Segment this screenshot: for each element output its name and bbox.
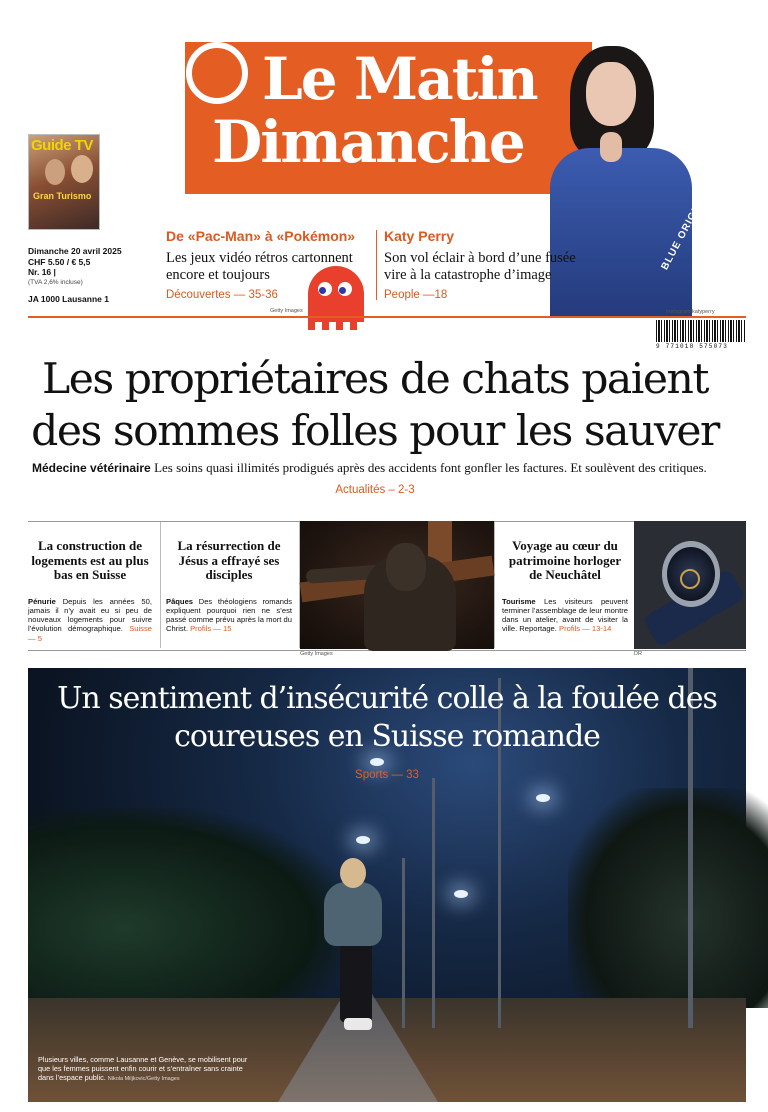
street-lamp [454, 890, 468, 898]
brief-title: La construction de logements est au plus bas en Suisse [31, 538, 149, 582]
guide-cover-face [45, 159, 65, 185]
main-deck: Les soins quasi illimités prodigués après des accidents font gonfler les factures. Et soulèvent des critiques. [154, 460, 707, 475]
column-divider [160, 522, 161, 648]
edition-price: CHF 5.50 / € 5,5 [28, 256, 91, 267]
guide-cover-title: Guide TV [31, 137, 93, 154]
teaser-page-ref[interactable]: Découvertes — 35-36 [166, 289, 278, 301]
photo-face [586, 62, 636, 126]
runner-head [340, 858, 366, 888]
brief-body: Les visiteurs peuvent terminer l’assemblage de leur montre dans un atelier, avant de visiter la ville. Reportage. [502, 596, 628, 634]
ghost-feet [308, 322, 364, 330]
guide-tv-cover[interactable] [28, 134, 100, 230]
brief-page-ref[interactable]: Profils — 15 [190, 624, 232, 634]
teaser-text: Les jeux vidéo rétros cartonnent encore et toujours [166, 250, 353, 283]
brief-text [166, 597, 292, 634]
photo-hand [600, 132, 622, 162]
runner-shoes [344, 1018, 372, 1030]
masthead-rule [28, 316, 746, 318]
guide-cover-subtitle: Gran Turismo [33, 191, 92, 201]
edition-address: JA 1000 Lausanne 1 [28, 294, 109, 304]
street-lamp [370, 758, 384, 766]
brief-horlogerie[interactable] [502, 539, 628, 634]
street-lamp [356, 836, 370, 844]
street-pole [402, 858, 405, 1028]
logo-dot-icon [186, 42, 248, 104]
brief-logements[interactable] [28, 539, 152, 643]
brief-keyword: Tourisme [502, 596, 536, 606]
hero-photo-credit: Nikola Miljkovic/Getty Images [107, 1076, 180, 1082]
ghost-pupil [339, 287, 346, 294]
brief-text [502, 597, 628, 634]
brief-resurrection[interactable] [166, 539, 292, 634]
teaser-katy-perry[interactable] [384, 228, 584, 301]
hero-caption-text: Plusieurs villes, comme Lausanne et Genève, se mobilisent pour que les femmes puissent enfin courir et s’entraîner sans crainte dans l’espace public. [38, 1055, 248, 1082]
main-kicker: Médecine vétérinaire [32, 461, 151, 475]
edition-number: Nr. 16 | [28, 267, 56, 277]
photo-credit: Getty Images [270, 308, 303, 314]
brief-page-ref[interactable]: Suisse — 5 [28, 624, 152, 643]
brief-title: Voyage au cœur du patrimoine horloger de Neuchâtel [508, 538, 622, 582]
teaser-divider [376, 230, 377, 300]
main-kicker-line [32, 460, 744, 476]
runner-jacket [324, 882, 382, 946]
ghost-pupil [319, 287, 326, 294]
barcode-icon [656, 320, 746, 342]
edition-vat: (TVA 2,6% incluse) [28, 278, 83, 286]
runner-legs [340, 934, 372, 1022]
ghost-eye [338, 282, 352, 296]
brief-text [28, 597, 152, 643]
logo-title-line1: Le Matin [262, 45, 537, 113]
barcode-number: 9 771018 575073 [656, 343, 729, 350]
edition-date: Dimanche 20 avril 2025 [28, 246, 122, 256]
teaser-title: De «Pac-Man» à «Pokémon» [166, 228, 356, 244]
main-headline[interactable]: Les propriétaires de chats paient des sommes folles pour les sauver [31, 355, 719, 456]
edition-info [28, 246, 158, 305]
brief-keyword: Pénurie [28, 596, 56, 606]
photo-credit: DR [634, 651, 642, 657]
brief-title: La résurrection de Jésus a effrayé ses disciples [177, 538, 281, 582]
teaser-text: Son vol éclair à bord d’une fusée vire à la catastrophe d’image [384, 250, 576, 283]
brief-page-ref[interactable]: Profils — 13-14 [559, 624, 612, 634]
hero-caption [38, 1055, 248, 1084]
photo-credit: Instagram/katyperry [666, 309, 715, 315]
street-lamp [536, 794, 550, 802]
statue-head [386, 543, 426, 591]
photo-trees [568, 788, 768, 1008]
column-divider [494, 522, 495, 648]
hero-headline[interactable]: Un sentiment d’insécurité colle à la foulée des coureuses en Suisse romande [57, 681, 717, 754]
hero-page-ref[interactable]: Sports — 33 [355, 769, 419, 781]
ghost-eye [318, 282, 332, 296]
main-page-ref[interactable]: Actualités – 2-3 [335, 484, 415, 496]
photo-suit-text: BLUE ORIGIN [659, 199, 706, 272]
teaser-title: Katy Perry [384, 228, 455, 244]
watch-tourbillon [680, 569, 700, 589]
brief-keyword: Pâques [166, 596, 194, 606]
guide-cover-face [71, 155, 93, 183]
photo-trees [28, 808, 348, 1008]
street-pole [432, 778, 435, 1028]
watch-photo[interactable] [634, 521, 746, 649]
brief-body: Des théologiens romands expliquent pourquoi rien ne s’est passé comme prévu après la mort du Christ. [166, 596, 292, 634]
teaser-page-ref[interactable]: People —18 [384, 289, 448, 301]
brief-body: Depuis les années 50, jamais il n’y avait eu si peu de nouveaux logements pour suivre l’évolution démographique. [28, 596, 152, 634]
crucifix-photo[interactable] [300, 521, 494, 649]
photo-credit: Getty Images [300, 651, 333, 657]
logo-title-line2: Dimanche [212, 108, 524, 176]
